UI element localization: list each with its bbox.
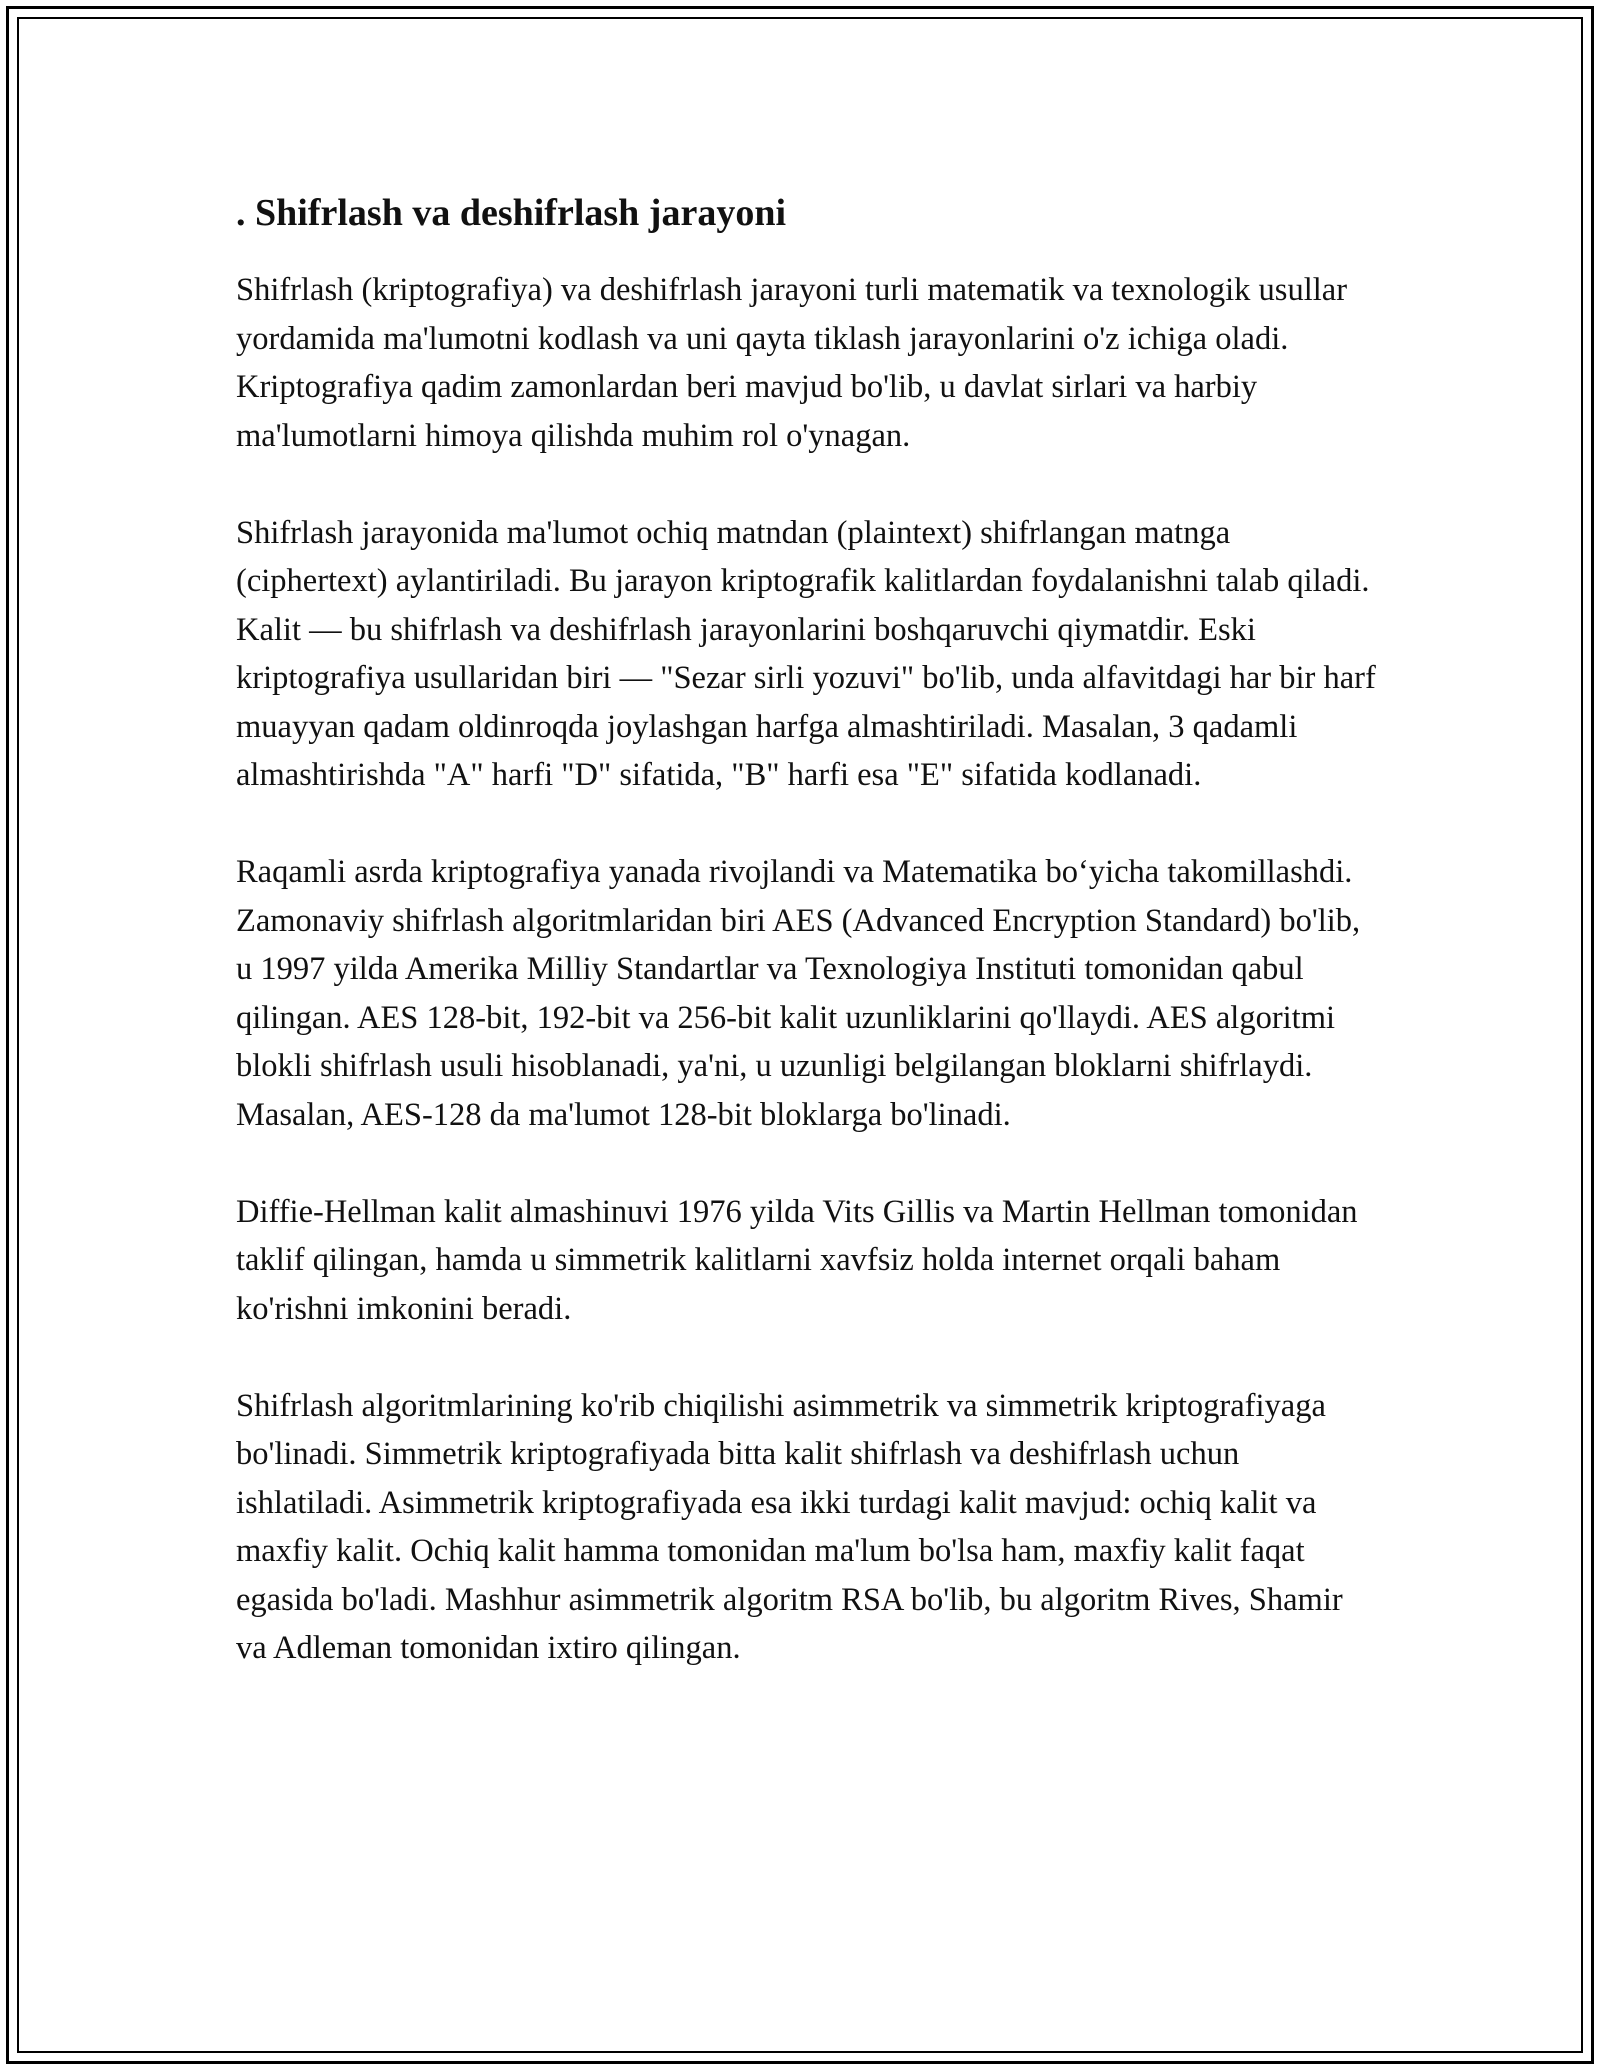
document-title: . Shifrlash va deshifrlash jarayoni — [236, 192, 787, 234]
paragraph-aes: Raqamli asrda kriptografiya yanada rivojlandi va Matematika bo‘yicha takomillashdi. Zamonaviy shifrlash algoritmlaridan biri AES (Advanced Encryption Standard) bo'lib, u 1997 yilda Amerika Milliy Standartlar va Texnologiya Instituti tomonidan qabul qilingan. AES 128-bit, 192-bit va 256-bit kalit uzunliklarini qo'llaydi. AES algoritmi blokli shifrlash usuli hisoblanadi, ya'ni, u uzunligi belgilangan bloklarni shifrlaydi. Masalan, AES-128 da ma'lumot 128-bit bloklarga bo'linadi. — [236, 854, 1361, 1133]
paragraph-encryption-process: Shifrlash jarayonida ma'lumot ochiq matndan (plaintext) shifrlangan matnga (ciphertext) aylantiriladi. Bu jarayon kriptografik kalitlardan foydalanishni talab qiladi. Kalit — bu shifrlash va deshifrlash jarayonlarini boshqaruvchi qiymatdir. Eski kriptografiya usullaridan biri — "Sezar sirli yozuvi" bo'lib, unda alfavitdagi har bir harf muayyan qadam oldinroqda joylashgan harfga almashtiriladi. Masalan, 3 qadamli almashtirishda "A" harfi "D" sifatida, "B" harfi esa "E" sifatida kodlanadi. — [236, 514, 1376, 793]
paragraph-symmetric-asymmetric: Shifrlash algoritmlarining ko'rib chiqilishi asimmetrik va simmetrik kriptografiyaga bo'linadi. Simmetrik kriptografiyada bitta kalit shifrlash va deshifrlash uchun ishlatiladi. Asimmetrik kriptografiyada esa ikki turdagi kalit mavjud: ochiq kalit va maxfiy kalit. Ochiq kalit hamma tomonidan ma'lum bo'lsa ham, maxfiy kalit faqat egasida bo'ladi. Mashhur asimmetrik algoritm RSA bo'lib, bu algoritm Rives, Shamir va Adleman tomonidan ixtiro qilingan. — [236, 1387, 1343, 1666]
paragraph-diffie-hellman: Diffie-Hellman kalit almashinuvi 1976 yilda Vits Gillis va Martin Hellman tomonidan taklif qilingan, hamda u simmetrik kalitlarni xavfsiz holda internet orqali baham ko'rishni imkonini beradi. — [236, 1193, 1358, 1327]
document-body — [236, 184, 1376, 1673]
paragraph-intro: Shifrlash (kriptografiya) va deshifrlash jarayoni turli matematik va texnologik usullar yordamida ma'lumotni kodlash va uni qayta tiklash jarayonlarini o'z ichiga oladi. Kriptografiya qadim zamonlardan beri mavjud bo'lib, u davlat sirlari va harbiy ma'lumotlarni himoya qilishda muhim rol o'ynagan. — [236, 272, 1348, 454]
